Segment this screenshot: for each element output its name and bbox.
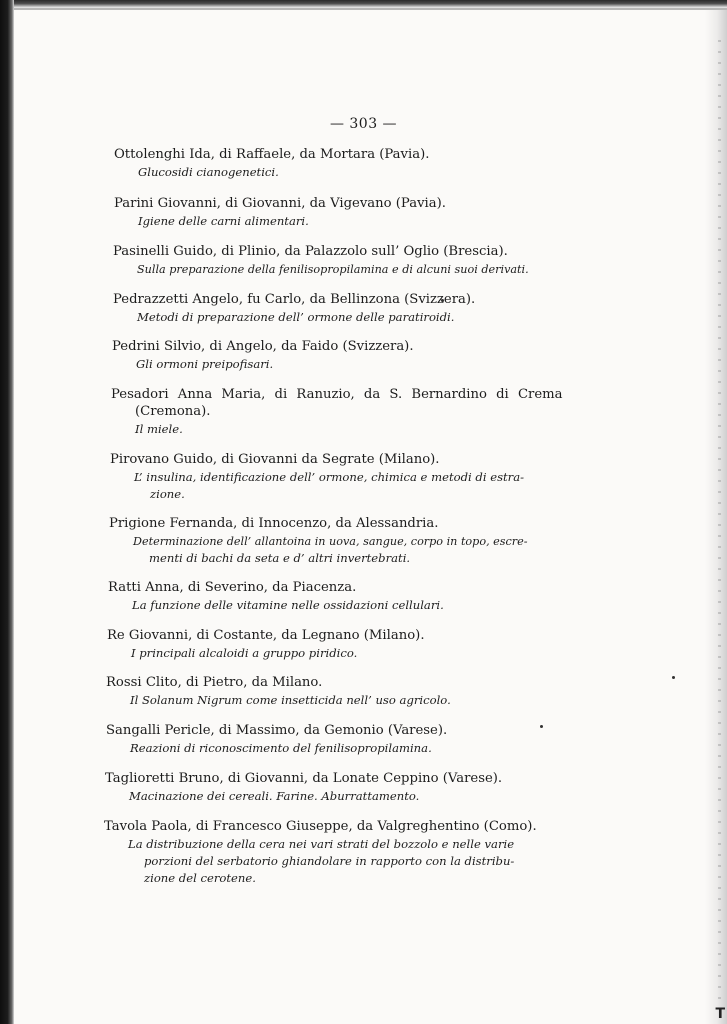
entry-name: Sangalli Pericle, di Massimo, da Gemonio (Varese). (106, 723, 448, 738)
entry-thesis: Metodi di preparazione dell’ ormone delle paratiroidi. (137, 310, 455, 324)
list-item (113, 243, 553, 278)
entry-thesis: Sulla preparazione della fenilisopropilamina e di alcuni suoi derivati. (137, 263, 529, 276)
list-item (113, 291, 553, 326)
entry-thesis-continuation: zione. (150, 487, 185, 501)
list-item (107, 627, 547, 662)
entry-name: Prigione Fernanda, di Innocenzo, da Alessandria. (109, 516, 439, 531)
list-item (106, 674, 546, 709)
list-item (109, 515, 549, 567)
list-item (104, 818, 544, 887)
entry-thesis: Macinazione dei cereali. Farine. Aburrattamento. (129, 789, 420, 803)
list-item (114, 146, 554, 181)
entry-name: Pedrazzetti Angelo, fu Carlo, da Bellinzona (Svizzera). (113, 292, 476, 307)
entry-name-continuation: (Cremona). (135, 404, 211, 419)
entry-thesis: I principali alcaloidi a gruppo piridico. (131, 646, 358, 660)
entry-thesis: Il miele. (135, 422, 183, 436)
entry-name: Ottolenghi Ida, di Raffaele, da Mortara (Pavia). (114, 147, 430, 162)
entry-thesis-continuation: porzioni del serbatorio ghiandolare in rapporto con la distribu- (144, 854, 515, 868)
entry-thesis-continuation: menti di bachi da seta e d’ altri invertebrati. (149, 551, 411, 565)
entry-name: Pesadori Anna Maria, di Ranuzio, da S. Bernardino di Crema (111, 387, 563, 402)
entry-name: Pedrini Silvio, di Angelo, da Faido (Svizzera). (112, 339, 414, 354)
entry-name: Re Giovanni, di Costante, da Legnano (Milano). (107, 628, 425, 643)
entry-name: Ratti Anna, di Severino, da Piacenza. (108, 580, 357, 595)
entry-thesis: La distribuzione della cera nei vari strati del bozzolo e nelle varie (128, 837, 515, 851)
list-item (108, 579, 548, 614)
entry-name: Pirovano Guido, di Giovanni da Segrate (Milano). (110, 452, 440, 467)
entry-name: Parini Giovanni, di Giovanni, da Vigevano (Pavia). (114, 196, 446, 211)
entry-thesis: Reazioni di riconoscimento del fenilisopropilamina. (130, 741, 432, 755)
corner-mark: T (715, 1006, 725, 1022)
entry-name: Tavola Paola, di Francesco Giuseppe, da Valgreghentino (Como). (104, 819, 537, 834)
list-item (106, 722, 546, 757)
list-item (105, 770, 545, 805)
entry-thesis: Determinazione dell’ allantoina in uova, sangue, corpo in topo, escre- (133, 535, 528, 548)
list-item (112, 338, 552, 373)
page-number: — 303 — (329, 116, 398, 132)
list-item (110, 451, 550, 503)
entry-thesis: L’ insulina, identificazione dell’ ormone, chimica e metodi di estra- (134, 470, 525, 484)
list-item (111, 386, 563, 438)
list-item (114, 195, 554, 230)
entry-name: Rossi Clito, di Pietro, da Milano. (106, 675, 323, 690)
entry-name: Taglioretti Bruno, di Giovanni, da Lonate Ceppino (Varese). (105, 771, 503, 786)
entry-thesis: Glucosidi cianogenetici. (138, 165, 279, 179)
entry-thesis: Il Solanum Nigrum come insetticida nell’ uso agricolo. (130, 693, 451, 707)
entry-thesis: La funzione delle vitamine nelle ossidazioni cellulari. (132, 598, 444, 612)
entry-thesis: Gli ormoni preipofisari. (136, 357, 274, 371)
entry-thesis-continuation: zione del cerotene. (144, 871, 256, 885)
entry-name: Pasinelli Guido, di Plinio, da Palazzolo sull’ Oglio (Brescia). (113, 244, 508, 259)
entry-thesis: Igiene delle carni alimentari. (138, 214, 309, 228)
